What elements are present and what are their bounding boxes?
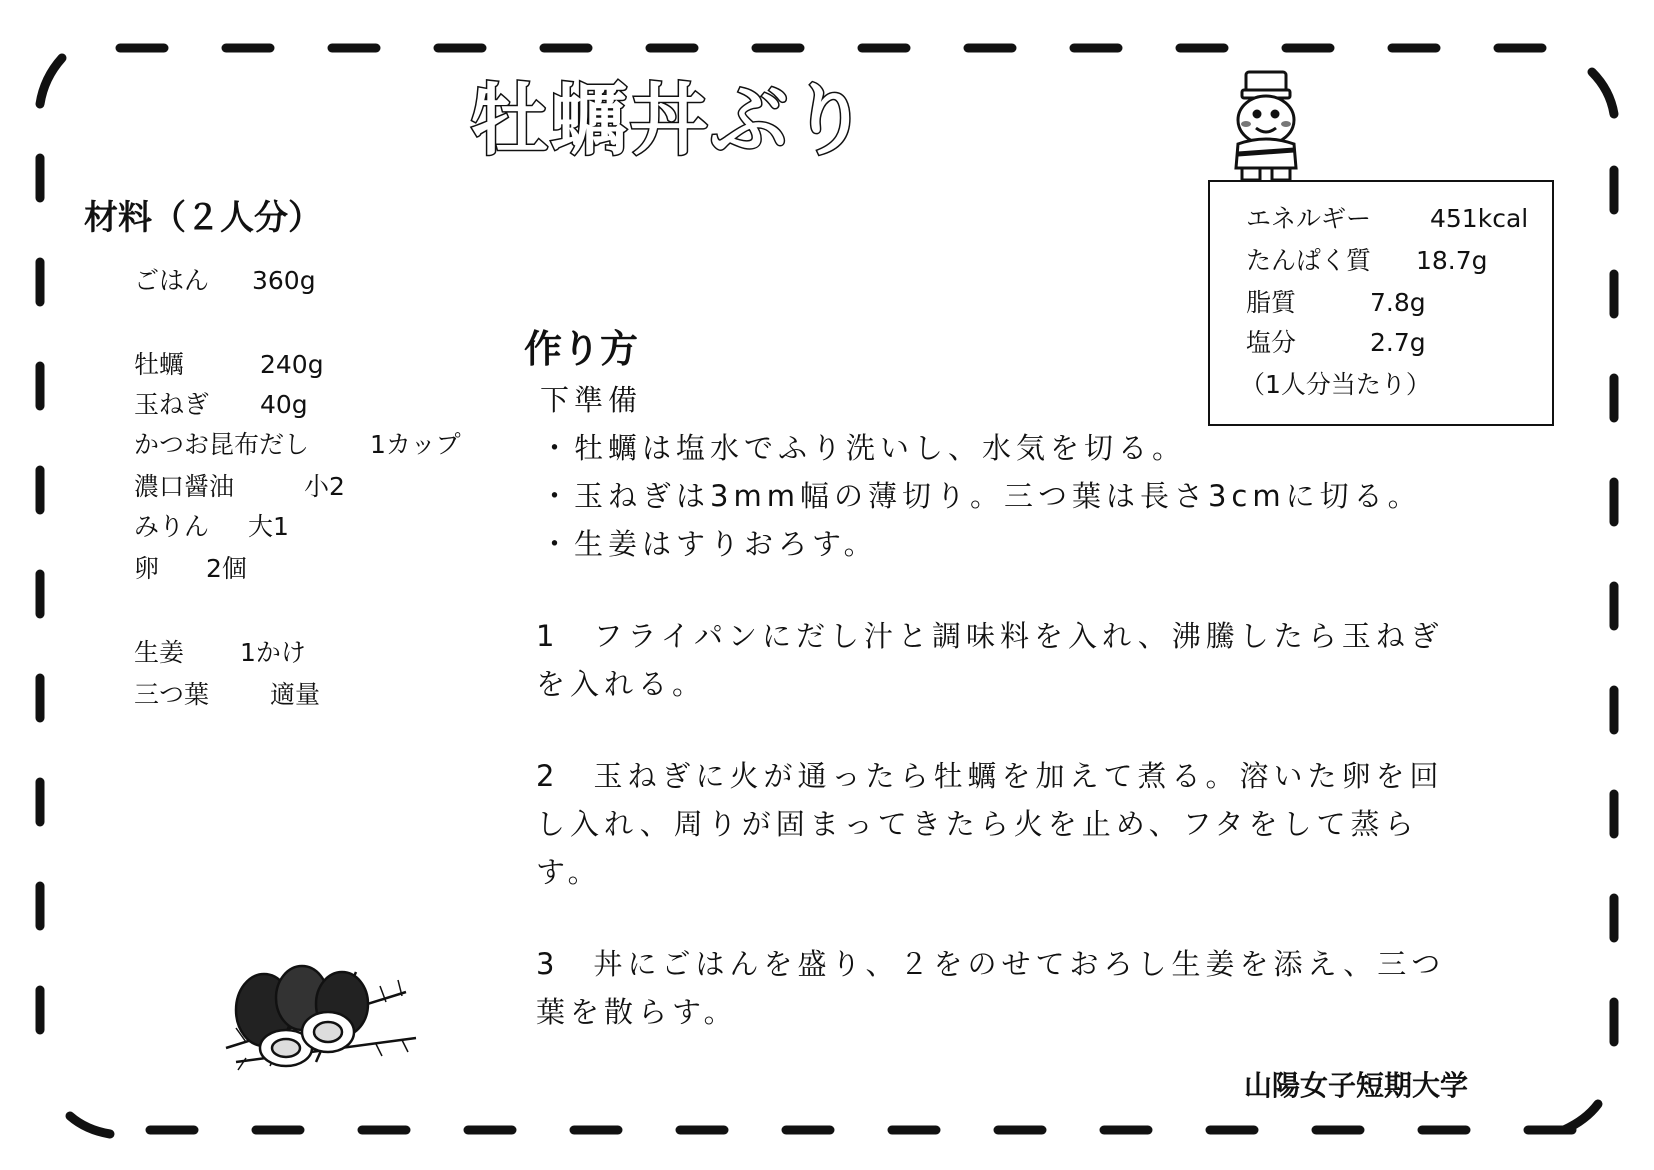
nutrition-value: 451kcal bbox=[1430, 204, 1529, 233]
oysters-illustration-icon bbox=[206, 952, 430, 1078]
ingredient-qty: 1かけ bbox=[240, 638, 306, 667]
prep-heading: 下準備 bbox=[540, 383, 643, 417]
ingredient-name: みりん bbox=[134, 512, 210, 541]
ingredient-qty: 適量 bbox=[270, 680, 321, 709]
ingredient-row bbox=[134, 680, 321, 709]
ingredient-row bbox=[134, 554, 247, 583]
prep-line: ・玉ねぎは3mm幅の薄切り。三つ葉は長さ3cmに切る。 bbox=[540, 479, 1422, 513]
step-line: 3 丼にごはんを盛り、２をのせておろし生姜を添え、三つ bbox=[536, 947, 1446, 981]
nutrition-label: 塩分 bbox=[1246, 328, 1297, 357]
nutrition-row bbox=[1246, 204, 1529, 233]
ingredient-row bbox=[134, 638, 306, 667]
step-line: 葉を散らす。 bbox=[536, 995, 738, 1029]
ingredient-row bbox=[134, 430, 461, 459]
nutrition-row bbox=[1246, 328, 1426, 357]
ingredient-qty: 大1 bbox=[248, 512, 289, 541]
step-line: 1 フライパンにだし汁と調味料を入れ、沸騰したら玉ねぎ bbox=[536, 619, 1444, 653]
nutrition-value: 2.7g bbox=[1370, 328, 1426, 357]
ingredient-name: 三つ葉 bbox=[134, 680, 210, 709]
ingredient-name: 玉ねぎ bbox=[134, 390, 210, 419]
nutrition-label: エネルギー bbox=[1246, 204, 1372, 233]
step-line: し入れ、周りが固まってきたら火を止め、フタをして蒸ら bbox=[536, 807, 1419, 841]
step-line: を入れる。 bbox=[536, 667, 707, 701]
ingredient-row bbox=[134, 350, 324, 379]
nutrition-row bbox=[1246, 288, 1426, 317]
prep-line: ・生姜はすりおろす。 bbox=[540, 527, 878, 561]
credit-text: 山陽女子短期大学 bbox=[1244, 1069, 1469, 1102]
ingredient-name: ごはん bbox=[134, 266, 210, 295]
ingredient-name: 卵 bbox=[134, 554, 160, 583]
ingredient-qty: 360g bbox=[252, 266, 316, 295]
nutrition-label: たんぱく質 bbox=[1246, 246, 1372, 275]
ingredient-name: 牡蠣 bbox=[134, 350, 185, 379]
nutrition-value: 7.8g bbox=[1370, 288, 1426, 317]
ingredient-row bbox=[134, 472, 345, 501]
ingredient-row bbox=[134, 266, 316, 295]
ingredient-qty: 2個 bbox=[206, 554, 247, 583]
nutrition-value: 18.7g bbox=[1416, 246, 1488, 275]
ingredient-qty: 40g bbox=[260, 390, 308, 419]
recipe-title: 牡蠣丼ぶり bbox=[470, 76, 871, 166]
ingredient-qty: 小2 bbox=[304, 472, 345, 501]
nutrition-box bbox=[1208, 180, 1554, 426]
nutrition-row bbox=[1246, 246, 1488, 275]
ingredient-row bbox=[134, 512, 289, 541]
ingredient-name: 濃口醤油 bbox=[134, 472, 235, 501]
ingredient-qty: 240g bbox=[260, 350, 324, 379]
materials-heading: 材料（２人分） bbox=[84, 198, 322, 238]
method-heading: 作り方 bbox=[524, 327, 639, 371]
nutrition-label: 脂質 bbox=[1246, 288, 1297, 317]
step-line: 2 玉ねぎに火が通ったら牡蠣を加えて煮る。溶いた卵を回 bbox=[536, 759, 1444, 793]
prep-line: ・牡蠣は塩水でふり洗いし、水気を切る。 bbox=[540, 431, 1187, 465]
ingredient-name: かつお昆布だし bbox=[134, 430, 310, 459]
ingredient-qty: 1カップ bbox=[370, 430, 461, 459]
ingredient-row bbox=[134, 390, 308, 419]
chef-illustration-icon bbox=[1216, 70, 1316, 182]
nutrition-note: （1人分当たり） bbox=[1240, 370, 1431, 399]
step-line: す。 bbox=[536, 855, 602, 889]
ingredient-name: 生姜 bbox=[134, 638, 185, 667]
